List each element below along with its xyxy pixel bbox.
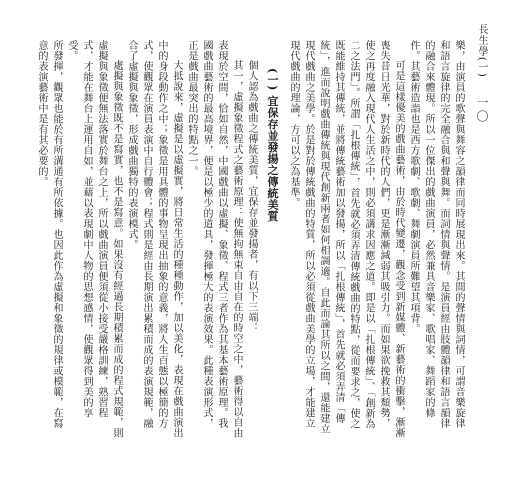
paragraph: 可是這樣優美的戲曲藝術，由於時代變遷，觀念受到新媒體、新藝術的衝擊，漸漸喪失昔日光華，對於新時代的人們，更是漸漸減弱其吸引力。而如果欲挽救其頹勢，使之再度融入現代人生活之中，則必須講求因應之道。即是以「扎根傳統」、「創新為二之法門」。所謂「扎根傳統」，首先就必須弄清傳統戲曲的特點，從而要求之，使之既能維持其傳統，並將傳統藝術加以發揚，所以「扎根傳統」，首先就必須弄清「傳統」，進而說明戲曲傳統與現代創新兩者如何相調適。自此而論其所以之間，還能建立現代戲曲之美學。於是對於傳統戲曲的特質，所以必須從戲曲美學的立場，才能建立現代戲曲的理論，方可以之為基準。 <box>288 40 404 438</box>
paragraph: 所發揮，觀眾也能於有所溝通有所依據。也因此作為虛擬和象徵的規律或模範，在寫意的表演藝術中是有其必要的。 <box>36 40 62 429</box>
paragraph: 其一，虛擬象徵程式之藝術原理：使無拘無束自由自在的時空之中，藝術得以自由表現於空間，恰如自然，中國戲曲以虛擬、象徵、程式三者作為其基本藝術原理。我國戲曲藝術的最高境界，便是以極少的道具，發揮極大的表演效果。此種表演形式，正是戲曲最突出的特點之一。 <box>186 40 242 438</box>
running-head: 長生學(一) <box>476 24 487 78</box>
paragraph: 樂，由演員的歌聲與舞容之韻律而同時展現出來。其間的聲情與詞情，可謂音樂旋律和語言旋律的完全融合與和聲與舞。而詞情與聲情。是演員經由肢體韻律和語言韻律的融合來體現。所以一位傑出的戲曲演員，必然兼具音樂家、歌唱家、舞蹈家的條件。其藝術造詣也是西方歌劇、歌劇、舞劇演員所難望其項背。 <box>408 40 464 429</box>
section-heading: (一) 宜保存並發揚之傳統美質 <box>266 68 279 222</box>
body-text <box>32 40 466 438</box>
paragraph: 個人認為戲曲之傳統美質，宜保存並發揚者，有以下三端： <box>246 60 257 333</box>
paragraph: 大抵說來，虛擬是以虛擬實，將日常生活的種種動作，加以美化，表現在戲曲演出中的身段動作之中；象徵是用具體的事物呈現出抽象的意義，將人生百態以極簡的方式，使觀眾在演員表演中自行體會；程式則是經由長期演出累積而成的表演規範，融合了虛擬與象徵，形成戲曲獨特的表演模式。 <box>126 40 182 438</box>
paragraph: 處擬與象徵既不是寫實，也不是寫意。如果沒有經過長期積累而成的程式規範，則虛擬與象徵便無法落實於舞台之上，所以戲曲演員便須從小接受嚴格訓練，熟習程式，才能在舞台上運用自如，並藉以表現劇中人物的思想感情，使觀眾得到美的享受。 <box>66 40 122 438</box>
page-number: 一〇 <box>475 96 489 124</box>
